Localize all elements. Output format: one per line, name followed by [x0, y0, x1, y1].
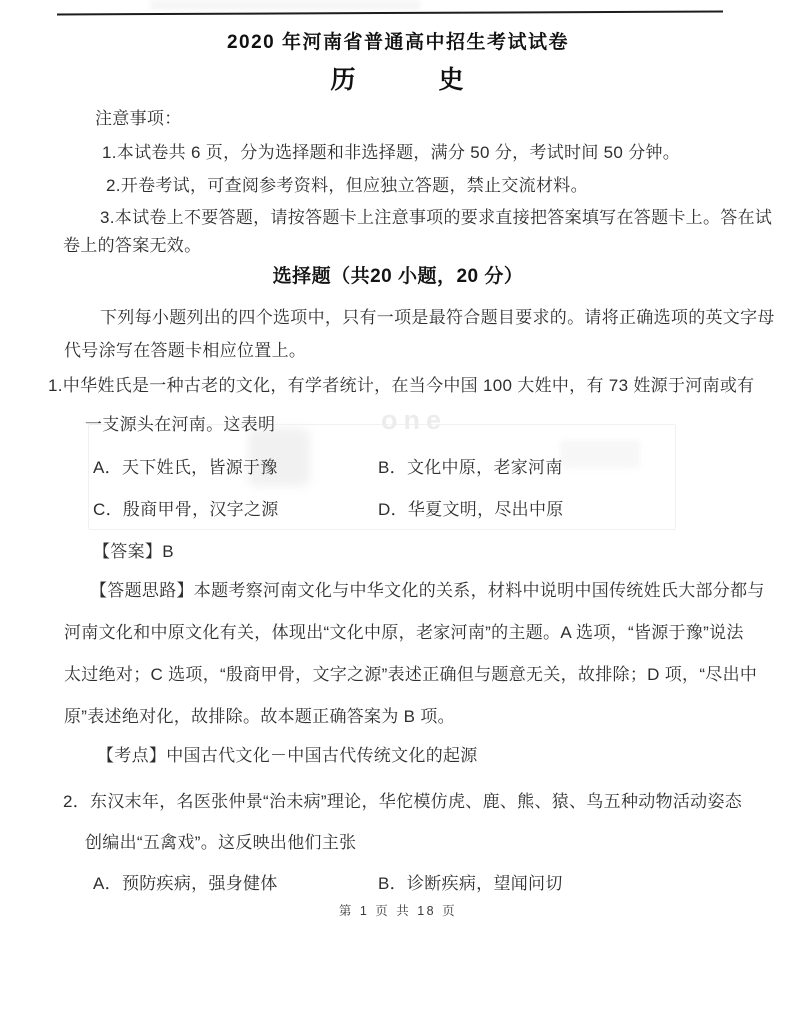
notice-heading: 注意事项： [95, 109, 182, 128]
question-1-option-b: B．文化中原，老家河南 [378, 458, 563, 477]
notice-item-3-line1: 3.本试卷上不要答题，请按答题卡上注意事项的要求直接把答案填写在答题卡上。答在试 [100, 208, 773, 227]
scan-shade-artifact [150, 0, 420, 10]
question-1-analysis-line2: 河南文化和中原文化有关，体现出“文化中原，老家河南”的主题。A 选项，“皆源于豫”说法 [64, 623, 744, 642]
question-1-stem-line2: 一支源头在河南。这表明 [85, 415, 276, 434]
page-number-footer: 第 1 页 共 18 页 [338, 904, 458, 918]
notice-item-3-line2: 卷上的答案无效。 [63, 236, 202, 255]
question-2-stem-line1: 2．东汉末年，名医张仲景“治未病”理论，华佗模仿虎、鹿、熊、猿、鸟五种动物活动姿态 [63, 792, 743, 811]
notice-item-1: 1.本试卷共 6 页，分为选择题和非选择题，满分 50 分，考试时间 50 分钟。 [102, 143, 681, 162]
watermark-text: one [381, 405, 448, 435]
watermark-smudge [560, 440, 640, 468]
section-intro-line1: 下列每小题列出的四个选项中，只有一项是最符合题目要求的。请将正确选项的英文字母 [100, 308, 775, 327]
notice-item-2: 2.开卷考试，可查阅参考资料，但应独立答题，禁止交流材料。 [106, 176, 588, 195]
question-2-option-b: B．诊断疾病，望闻问切 [378, 874, 563, 893]
paper-title: 2020 年河南省普通高中招生考试试卷 [226, 32, 570, 53]
question-1-keypoint: 【考点】中国古代文化－中国古代传统文化的起源 [97, 746, 478, 765]
question-1-analysis-line4: 原”表述绝对化，故排除。故本题正确答案为 B 项。 [64, 707, 455, 726]
subject-title: 历 史 [330, 66, 466, 94]
page-top-rule [57, 11, 723, 16]
question-2-option-a: A．预防疾病，强身健体 [93, 874, 278, 893]
section-intro-line2: 代号涂写在答题卡相应位置上。 [64, 341, 307, 360]
question-1-answer: 【答案】B [93, 542, 174, 561]
question-1-option-a: A．天下姓氏，皆源于豫 [93, 458, 278, 477]
question-1-stem-line1: 1.中华姓氏是一种古老的文化，有学者统计，在当今中国 100 大姓中，有 73 姓源于河南或有 [48, 376, 755, 395]
question-1-option-c: C．殷商甲骨，汉字之源 [93, 500, 279, 519]
section-heading: 选择题（共20 小题，20 分） [272, 266, 524, 287]
question-1-option-d: D．华夏文明，尽出中原 [378, 500, 564, 519]
question-2-stem-line2: 创编出“五禽戏”。这反映出他们主张 [85, 833, 357, 852]
question-1-analysis-line1: 【答题思路】本题考察河南文化与中华文化的关系，材料中说明中国传统姓氏大部分都与 [90, 581, 765, 600]
question-1-analysis-line3: 太过绝对；C 选项，“殷商甲骨，文字之源”表述正确但与题意无关，故排除；D 项，“尽出中 [64, 665, 758, 684]
